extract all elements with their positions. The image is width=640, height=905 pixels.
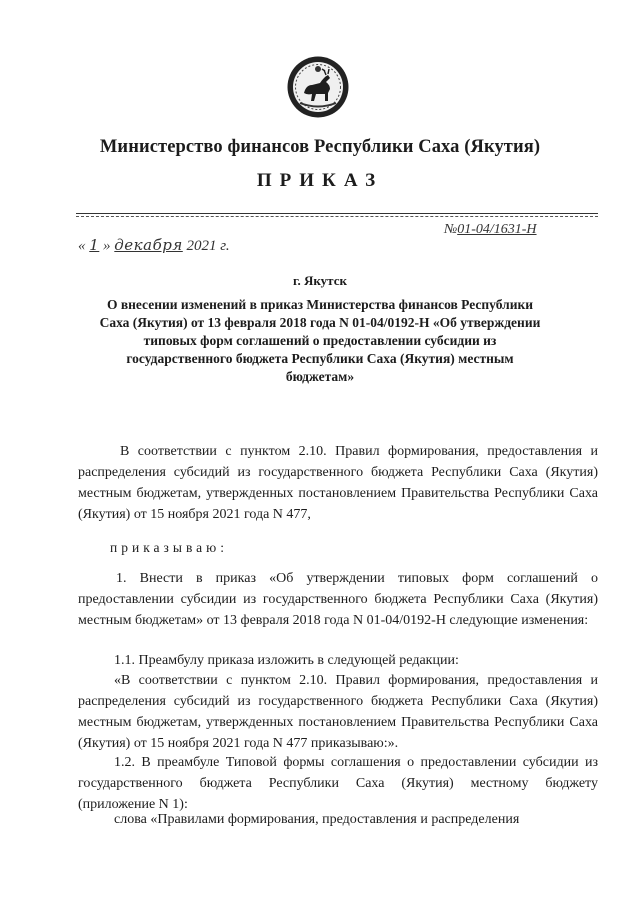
header-divider-secondary bbox=[76, 216, 598, 217]
ministry-title: Министерство финансов Республики Саха (Якутия) bbox=[99, 137, 541, 157]
order-date bbox=[78, 236, 230, 255]
item-1-2-words-paragraph: слова «Правилами формирования, предоставления и распределения bbox=[114, 812, 520, 827]
date-day: 1 bbox=[89, 236, 100, 254]
subject-line: О внесении изменений в приказ Министерства финансов Республики bbox=[106, 297, 534, 312]
coat-of-arms-icon bbox=[286, 55, 350, 119]
order-city: г. Якутск bbox=[293, 273, 347, 288]
subject-line: Саха (Якутия) от 13 февраля 2018 года N 01-04/0192-Н «Об утверждении bbox=[99, 315, 541, 330]
date-month: декабря bbox=[114, 236, 183, 254]
date-close-quote: » bbox=[103, 238, 111, 254]
number-sign: № bbox=[444, 222, 458, 237]
item-1-1-paragraph: 1.1. Преамбулу приказа изложить в следующей редакции: bbox=[114, 653, 459, 668]
subject-line: бюджетам» bbox=[285, 369, 355, 384]
order-number bbox=[444, 222, 537, 238]
number-value: 01-04/1631-Н bbox=[457, 222, 537, 237]
item-1-paragraph: 1. Внести в приказ «Об утверждении типовых форм соглашений о предоставлении субсидии из государственного бюджета Республики Саха (Якутия) местным бюджетам» от 13 февраля 2018 года N 01-04/0192-Н следующие изменения: bbox=[78, 571, 598, 628]
header-divider bbox=[76, 213, 598, 214]
item-1-1-text-paragraph: «В соответствии с пунктом 2.10. Правил формирования, предоставления и распределения субсидий из государственного бюджета Республики Саха (Якутия) местным бюджетам, утвержденных постановлением Правительства Республики Саха (Якутия) от 15 ноября 2021 года N 477 приказываю:». bbox=[78, 673, 598, 751]
item-1-2-paragraph: 1.2. В преамбуле Типовой формы соглашения о предоставлении субсидии из государственного бюджета Республики Саха (Якутия) местному бюджету (приложение N 1): bbox=[78, 755, 598, 812]
order-keyword: приказываю: bbox=[110, 540, 228, 555]
subject-line: государственного бюджета Республики Саха (Якутия) местным bbox=[126, 351, 514, 366]
subject-line: типовых форм соглашений о предоставлении субсидии из bbox=[143, 333, 497, 348]
date-year: 2021 г. bbox=[186, 238, 230, 254]
preamble-paragraph: В соответствии с пунктом 2.10. Правил формирования, предоставления и распределения субсидий из государственного бюджета Республики Саха (Якутия) местным бюджетам, утвержденных постановлением Правительства Республики Саха (Якутия) от 15 ноября 2021 года N 477, bbox=[78, 444, 598, 522]
order-subject bbox=[92, 296, 548, 386]
document-type: ПРИКАЗ bbox=[256, 170, 384, 191]
date-open-quote: « bbox=[78, 238, 86, 254]
